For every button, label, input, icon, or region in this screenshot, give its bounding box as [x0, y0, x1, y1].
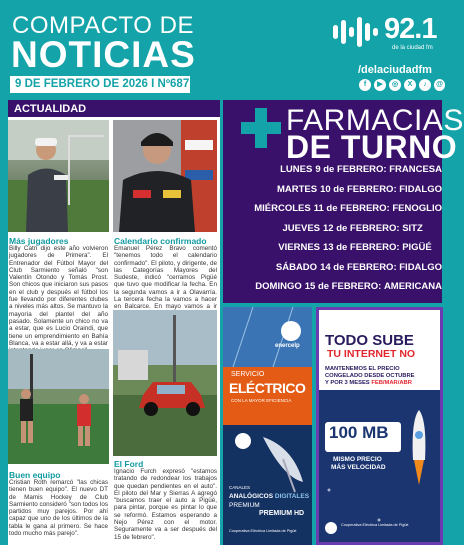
radio-logo-waves-icon	[332, 17, 380, 47]
pharmacies-subtitle: DE TURNO	[286, 129, 458, 165]
ad-line2: TU INTERNET NO	[327, 348, 416, 360]
instagram-icon[interactable]: ◎	[389, 79, 401, 91]
article-photo-driver	[113, 120, 217, 232]
ad-speed-note1: MISMO PRECIO	[333, 456, 382, 463]
pharmacy-row	[223, 180, 442, 200]
ad-tv-hd: PREMIUM HD	[259, 510, 305, 517]
pharmacy-date: 14 de FEBRERO:	[320, 261, 397, 273]
tv-logo-icon	[235, 433, 251, 449]
pharmacy-row	[223, 277, 442, 297]
article-headline: Más jugadores	[9, 236, 69, 246]
section-label: ACTUALIDAD	[14, 103, 87, 115]
article-body: Billy Catri dijo este año volvieron jugadores de Primera". El Entrenador del Fútbol Mayor del Club Sarmiento señaló "son Valentín Otondo y Tomás Prost. Son chicos que iniciaron sus pasos en el club y después el fútbol los fue llevando por diferentes clubes a niveles más altos. Se mantuvo la mayoría del plantel del año pasado. Solamente un chico no va a estar, que es Lucio Oraindi, que tiene un emprendimiento en Bahía Blanca, va a estar allá, y va a estar	[9, 245, 108, 347]
pharmacy-date: 15 de FEBRERO:	[304, 281, 382, 292]
article-headline: Buen equipo	[9, 470, 61, 480]
pharmacy-date: 9 de FEBRERO:	[315, 164, 387, 175]
ad-cooperativa-services[interactable]	[223, 307, 312, 545]
article-photo-coach	[8, 120, 109, 232]
pharmacy-cross-icon	[241, 108, 281, 148]
coop-logo-icon	[325, 522, 337, 534]
threads-icon[interactable]: @	[434, 79, 445, 91]
x-icon[interactable]: X	[404, 79, 416, 91]
pharmacy-day: LUNES	[280, 164, 313, 175]
pharmacy-date: 10 de FEBRERO:	[320, 183, 397, 195]
pharmacies-schedule	[223, 160, 442, 297]
pharmacy-day: DOMINGO	[255, 281, 302, 292]
ad-line5-months: FEB/MAR/ABR	[371, 380, 412, 386]
pharmacy-row	[223, 258, 442, 278]
pharmacy-row	[223, 238, 442, 258]
pharmacy-name: FIDALGO	[399, 183, 442, 195]
enercelp-logo-icon	[281, 321, 301, 341]
pharmacies-title: FARMACIAS	[286, 104, 464, 137]
ad-internet-promo[interactable]	[316, 307, 443, 545]
pharmacy-name: PIGÜÉ	[402, 242, 432, 253]
page-title: NOTICIAS	[11, 34, 196, 75]
pharmacy-date: 13 de FEBRERO:	[323, 242, 400, 253]
pharmacy-name: FIDALGO	[399, 261, 442, 273]
pharmacy-name: AMERICANA	[383, 281, 442, 292]
ad-line1: TODO SUBE	[325, 332, 414, 349]
ad-tv-premium: PREMIUM	[229, 502, 260, 509]
ad-line4: CONGELADO DESDE OCTUBRE	[325, 373, 415, 379]
article-headline: Calendario confirmado	[114, 236, 207, 246]
pharmacy-name: FRANCESA	[389, 164, 442, 175]
header-kicker: COMPACTO DE	[12, 12, 194, 39]
pharmacy-day: MARTES	[276, 183, 318, 195]
ad-service-small: SERVICIO	[231, 371, 265, 378]
ad-line5-wrap	[325, 380, 412, 386]
article-body: Ignacio Furch expresó "estamos tratando de redondear los trabajos que quedan pendientes en el auto". El piloto del Mar y Sierras A agregó "buscamos traer el auto a Pigüé, para pintar, porque es pintar lo que se reformó. Estamos esperando a Nejo Pérez con el motor. Seguramente va a ser después del 15 de febrero".	[114, 468, 217, 541]
pharmacy-name: FENOGLIO	[392, 203, 442, 214]
youtube-icon[interactable]: ▶	[374, 79, 386, 91]
ad-line3: MANTENEMOS EL PRECIO	[325, 366, 400, 372]
pharmacy-row	[223, 219, 442, 239]
ad-brand: enercelp	[275, 343, 300, 349]
ad-speed-note2: MÁS VELOCIDAD	[331, 464, 386, 471]
ad-service-big: ELÉCTRICO	[229, 380, 306, 396]
tiktok-icon[interactable]: ♪	[419, 79, 431, 91]
radio-frequency: 92.1	[384, 13, 437, 45]
ad-service-tag: CON LA MAYOR EFICIENCIA	[231, 398, 292, 403]
pharmacy-name: SITZ	[402, 222, 423, 234]
ad-speed: 100 MB	[329, 423, 389, 442]
article-body: Cristian Roth remarcó "las chicas tienen buen equipo". El nuevo DT de Mamis Hockey de Club Sarmiento consideró "son todos los partidos muy parejos. Por ahí capaz que uno de los últimos de la tabla le gana al primero. Se hace todo mucho más parejo".	[9, 479, 108, 538]
article-photo-car	[113, 310, 217, 456]
pharmacy-day: SÁBADO	[275, 261, 318, 273]
pharmacy-date: 12 de FEBRERO:	[323, 222, 400, 234]
article-body: Emanuel Pérez Bravo comentó "tenemos todo el calendario confirmado". El piloto, y dirigente, de las Categorías Mayores del Sudeste, indicó "cerramos Pigüé que tuvo que modificar la fecha. En la segunda vamos a ir a Olavarría. La tercera fecha la vamos a hacer en Balcarce. En mayo vamos a ir	[114, 245, 217, 311]
social-handle[interactable]: /delaciudadfm	[358, 64, 432, 76]
ad-tv-analog: ANALÓGICOS	[229, 493, 274, 500]
issue-date: 9 DE FEBRERO DE 2026 I Nº687	[10, 76, 190, 93]
article-headline: El Ford	[114, 459, 144, 469]
pharmacy-day: JUEVES	[282, 222, 320, 234]
pharmacy-date: 11 de FEBRERO:	[313, 203, 390, 214]
facebook-icon[interactable]: f	[359, 79, 371, 91]
ad-tv-small: CANALES	[229, 485, 251, 490]
ad-tv-digital: DIGITALES	[274, 493, 310, 500]
ad-coop: Cooperativa Eléctrica Limitada de Pigüé	[341, 523, 409, 527]
pharmacy-row	[223, 160, 442, 180]
ad-tv-analog-line	[229, 493, 309, 500]
ad-line5: Y POR 3 MESES	[325, 380, 370, 386]
radio-subtitle: de la ciudad fm	[392, 45, 433, 51]
pharmacy-row	[223, 199, 442, 219]
pharmacy-day: VIERNES	[278, 242, 320, 253]
article-photo-hockey	[8, 349, 109, 464]
ad-coop: Cooperativa Eléctrica Limitada de Pigüé	[229, 529, 297, 533]
pharmacy-day: MIÉRCOLES	[254, 203, 311, 214]
